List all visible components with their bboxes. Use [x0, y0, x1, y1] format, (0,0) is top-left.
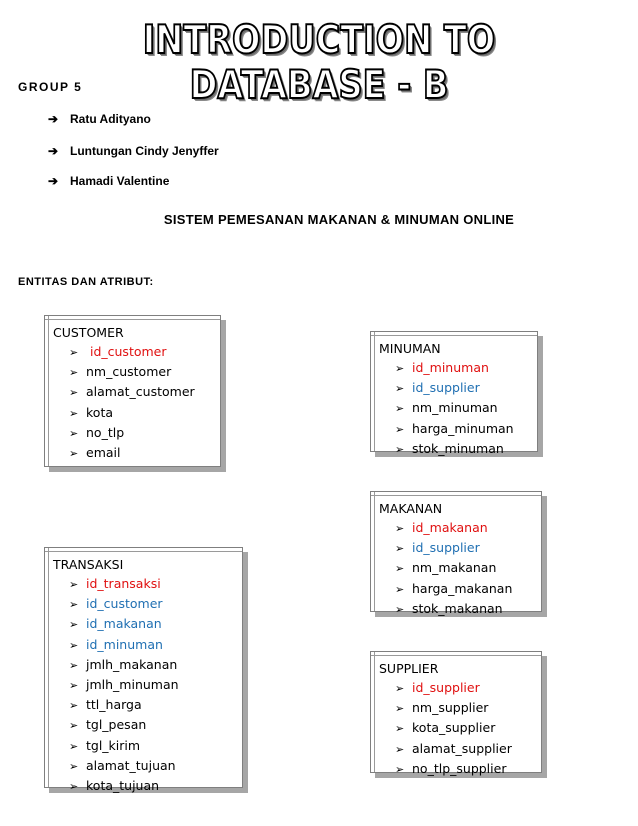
entity-title: CUSTOMER [53, 325, 124, 340]
attribute-item [395, 739, 541, 759]
arrowhead-bullet-icon: ➢ [395, 362, 405, 375]
arrowhead-bullet-icon: ➢ [69, 739, 79, 753]
entity-box-minuman [370, 331, 538, 456]
attribute-item [69, 655, 242, 675]
attribute-item [395, 579, 541, 599]
attribute-item [69, 675, 242, 695]
attribute-name: id_transaksi [86, 576, 161, 591]
arrowhead-bullet-icon: ➢ [395, 522, 405, 535]
attribute-name: tgl_pesan [86, 717, 147, 733]
arrowhead-bullet-icon: ➢ [69, 366, 79, 380]
attribute-name: kota_supplier [412, 720, 496, 736]
attribute-name: kota [86, 404, 114, 420]
attribute-name: email [86, 445, 121, 461]
arrowhead-bullet-icon: ➢ [69, 386, 79, 400]
attribute-item [395, 558, 541, 578]
arrowhead-bullet-icon: ➢ [395, 582, 405, 596]
attribute-name: alamat_supplier [412, 740, 512, 756]
attribute-item [69, 443, 220, 463]
attribute-name: id_supplier [412, 680, 480, 695]
attribute-list [371, 518, 541, 619]
attribute-name: jmlh_makanan [86, 656, 178, 672]
attribute-item [69, 715, 242, 735]
entity-title: SUPPLIER [379, 661, 439, 676]
attribute-item [395, 358, 537, 378]
attribute-item [395, 378, 537, 398]
attribute-item [395, 698, 541, 718]
entity-box-transaksi [44, 547, 243, 794]
attribute-item [69, 403, 220, 423]
arrowhead-bullet-icon: ➢ [69, 447, 79, 461]
arrowhead-bullet-icon: ➢ [395, 542, 405, 556]
arrowhead-bullet-icon: ➢ [69, 426, 79, 440]
attribute-item [69, 423, 220, 443]
attribute-item [69, 382, 220, 402]
attribute-name: nm_minuman [412, 400, 498, 416]
attribute-name: jmlh_minuman [86, 677, 179, 693]
arrowhead-bullet-icon: ➢ [395, 402, 405, 416]
attribute-name: nm_customer [86, 364, 172, 380]
attribute-name: kota_tujuan [86, 778, 160, 794]
member-name: Hamadi Valentine [70, 174, 170, 188]
attribute-item [69, 614, 242, 634]
attribute-list [371, 678, 541, 779]
entity-title: MAKANAN [379, 501, 443, 516]
document-subtitle: SISTEM PEMESANAN MAKANAN & MINUMAN ONLINE [163, 212, 515, 227]
attribute-name: id_supplier [412, 380, 480, 396]
attribute-item [395, 439, 537, 459]
group-label: GROUP 5 [18, 80, 83, 94]
attribute-item [69, 756, 242, 776]
arrowhead-bullet-icon: ➢ [69, 578, 79, 591]
arrowhead-bullet-icon: ➢ [395, 742, 405, 756]
attribute-item [69, 736, 242, 756]
arrowhead-bullet-icon: ➢ [395, 442, 405, 456]
arrowhead-bullet-icon: ➢ [395, 422, 405, 436]
arrowhead-bullet-icon: ➢ [69, 780, 79, 794]
arrowhead-bullet-icon: ➢ [69, 759, 79, 773]
attribute-name: tgl_kirim [86, 737, 141, 753]
attribute-item [69, 635, 242, 655]
member-item [48, 144, 219, 158]
attribute-item [69, 342, 220, 362]
entity-box-supplier [370, 651, 542, 776]
attribute-item [69, 574, 242, 594]
attribute-name: id_minuman [86, 636, 163, 652]
right-arrow-icon: ➔ [48, 144, 59, 158]
attribute-name: harga_minuman [412, 420, 514, 436]
section-heading: ENTITAS DAN ATRIBUT: [18, 276, 154, 288]
arrowhead-bullet-icon: ➢ [395, 702, 405, 716]
attribute-name: stok_makanan [412, 600, 503, 616]
attribute-item [395, 678, 541, 698]
attribute-name: nm_supplier [412, 700, 489, 716]
attribute-item [395, 419, 537, 439]
arrowhead-bullet-icon: ➢ [395, 682, 405, 695]
attribute-name: ttl_harga [86, 697, 142, 713]
attribute-list [45, 574, 242, 796]
entity-title: MINUMAN [379, 341, 441, 356]
arrowhead-bullet-icon: ➢ [69, 658, 79, 672]
attribute-list [371, 358, 537, 459]
attribute-name: stok_minuman [412, 440, 504, 456]
attribute-item [395, 538, 541, 558]
arrowhead-bullet-icon: ➢ [69, 719, 79, 733]
attribute-name: nm_makanan [412, 560, 497, 576]
attribute-item [69, 594, 242, 614]
page-title: INTRODUCTION TO DATABASE - B [142, 18, 496, 108]
entity-title: TRANSAKSI [53, 557, 124, 572]
attribute-item [395, 398, 537, 418]
arrowhead-bullet-icon: ➢ [69, 699, 79, 713]
entity-box-makanan [370, 491, 542, 616]
attribute-name: id_minuman [412, 360, 489, 375]
arrowhead-bullet-icon: ➢ [69, 346, 79, 359]
attribute-name: id_makanan [412, 520, 488, 535]
right-arrow-icon: ➔ [48, 112, 59, 126]
member-item [48, 112, 151, 126]
arrowhead-bullet-icon: ➢ [69, 638, 79, 652]
attribute-item [395, 759, 541, 779]
attribute-item [395, 518, 541, 538]
attribute-item [69, 362, 220, 382]
attribute-name: alamat_customer [86, 384, 195, 400]
arrowhead-bullet-icon: ➢ [395, 602, 405, 616]
member-name: Ratu Adityano [70, 112, 151, 126]
arrowhead-bullet-icon: ➢ [69, 679, 79, 693]
attribute-item [395, 718, 541, 738]
attribute-name: no_tlp_supplier [412, 760, 507, 776]
right-arrow-icon: ➔ [48, 174, 59, 188]
arrowhead-bullet-icon: ➢ [395, 382, 405, 396]
member-name: Luntungan Cindy Jenyffer [70, 144, 219, 158]
attribute-name: id_customer [86, 344, 167, 359]
attribute-name: id_makanan [86, 616, 162, 632]
attribute-name: no_tlp [86, 424, 125, 440]
arrowhead-bullet-icon: ➢ [395, 722, 405, 736]
attribute-name: id_supplier [412, 540, 480, 556]
arrowhead-bullet-icon: ➢ [395, 762, 405, 776]
attribute-list [45, 342, 220, 463]
member-item [48, 174, 169, 188]
attribute-name: id_customer [86, 596, 163, 612]
attribute-name: harga_makanan [412, 580, 513, 596]
entity-box-customer [44, 315, 221, 467]
arrowhead-bullet-icon: ➢ [69, 618, 79, 632]
arrowhead-bullet-icon: ➢ [395, 562, 405, 576]
arrowhead-bullet-icon: ➢ [69, 598, 79, 612]
attribute-item [69, 776, 242, 796]
attribute-item [395, 599, 541, 619]
attribute-name: alamat_tujuan [86, 757, 176, 773]
arrowhead-bullet-icon: ➢ [69, 406, 79, 420]
attribute-item [69, 695, 242, 715]
